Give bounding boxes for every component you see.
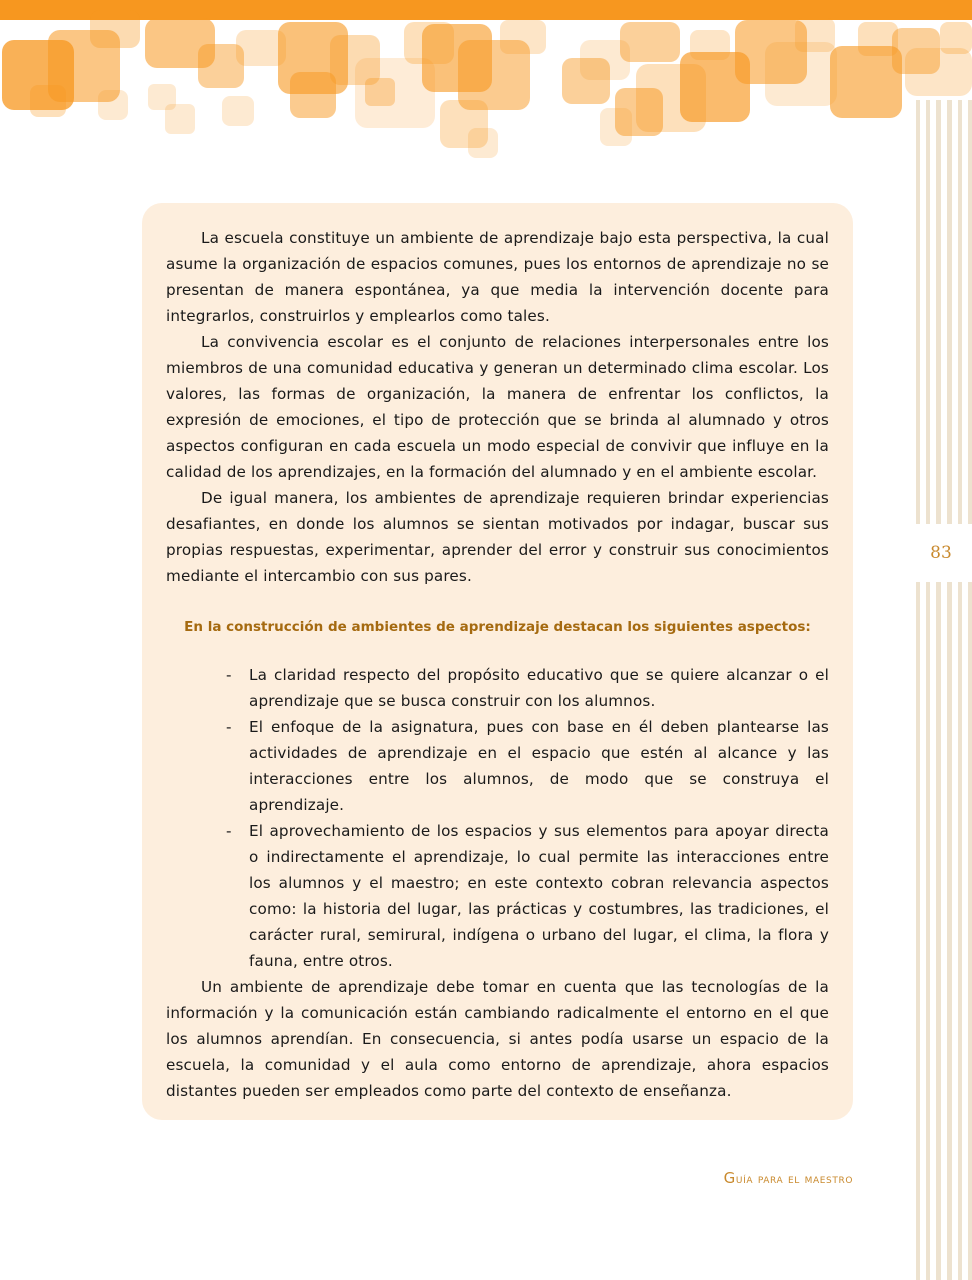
bullet-dash: - [226,718,232,736]
text-body [166,225,829,1104]
content-box [142,203,853,1120]
paragraph: De igual manera, los ambientes de aprendizaje requieren brindar experiencias desafiantes, en donde los alumnos se sientan motivados por indagar, buscar sus propias respuestas, experimentar, aprender del error y construir sus conocimientos mediante el intercambio con sus pares. [166,489,829,585]
section-subheading: En la construcción de ambientes de aprendizaje destacan los siguientes aspectos: [184,619,811,635]
footer-initial: G [723,1169,736,1187]
bullet-dash: - [226,666,232,684]
paragraph: Un ambiente de aprendizaje debe tomar en cuenta que las tecnologías de la información y la comunicación están cambiando radicalmente el entorno en el que los alumnos aprendían. En consecuencia, si antes podía usarse un espacio de la escuela, la comunidad y el aula como entorno de aprendizaje, ahora espacios distantes pueden ser empleados como parte del contexto de enseñanza. [166,978,829,1100]
list-item [166,714,829,818]
right-vertical-stripes [916,100,972,1280]
paragraph: La escuela constituye un ambiente de aprendizaje bajo esta perspectiva, la cual asume la organización de espacios comunes, pues los entornos de aprendizaje no se presentan de manera espontánea, ya que media la intervención docente para integrarlos, construirlos y emplearlos como tales. [166,229,829,325]
footer-text: uía para el maestro [735,1172,853,1187]
list-item-text: El aprovechamiento de los espacios y sus elementos para apoyar directa o indirectamente el aprendizaje, lo cual permite las interacciones entre los alumnos y el maestro; en este contexto cobran relevancia aspectos como: la historia del lugar, las prácticas y costumbres, las tradiciones, el carácter rural, semirural, indígena o urbano del lugar, el clima, la flora y fauna, entre otros. [249,822,829,970]
list-item-text: El enfoque de la asignatura, pues con base en él deben plantearse las actividades de aprendizaje en el espacio que estén al alcance y las interacciones entre los alumnos, de modo que se construya el aprendizaje. [249,718,829,814]
list-item [166,662,829,714]
page-number: 83 [930,543,952,563]
list-item-text: La claridad respecto del propósito educativo que se quiere alcanzar o el aprendizaje que se busca construir con los alumnos. [249,666,829,710]
paragraph: La convivencia escolar es el conjunto de relaciones interpersonales entre los miembros de una comunidad educativa y generan un determinado clima escolar. Los valores, las formas de organización, la manera de enfrentar los conflictos, la expresión de emociones, el tipo de protección que se brinda al alumnado y otros aspectos configuran en cada escuela un modo especial de convivir que influye en la calidad de los aprendizajes, en la formación del alumnado y en el ambiente escolar. [166,333,829,481]
bullet-dash: - [226,822,232,840]
list-item [166,818,829,974]
aspects-list [166,662,829,974]
page-number-tab [916,524,972,582]
decorative-squares-header [0,0,972,170]
footer-guide-title [724,1169,853,1187]
